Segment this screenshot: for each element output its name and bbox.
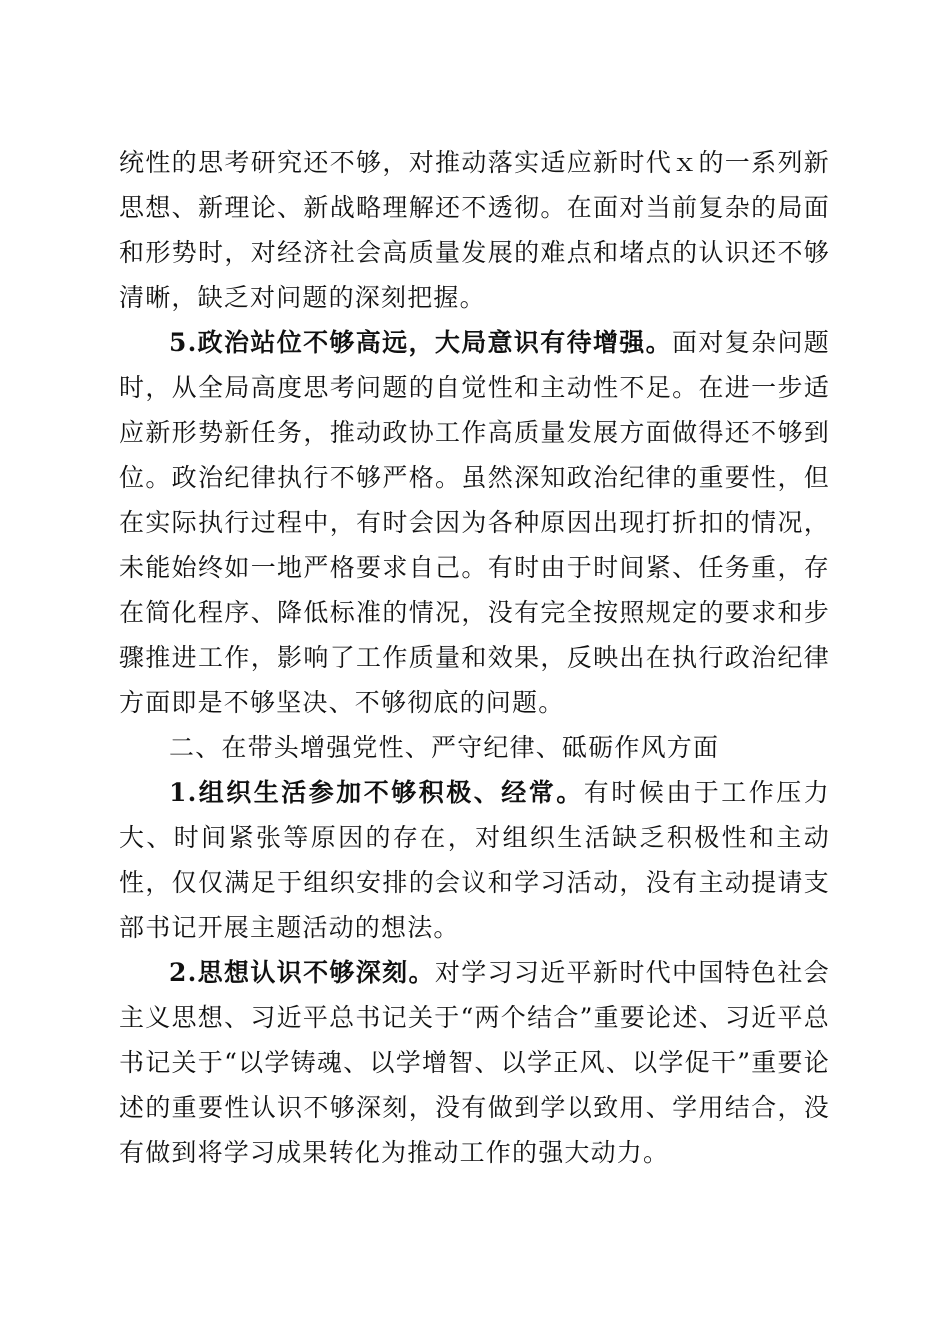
- paragraph-text: 面对复杂问题时，从全局高度思考问题的自觉性和主动性不足。在进一步适应新形势新任务，推动政协工作高质量发展方面做得还不够到位。政治纪律执行不够严格。虽然深知政治纪律的重要性，但在实际执行过程中，有时会因为各种原因出现打折扣的情况，未能始终如一地严格要求自己。有时由于时间紧、任务重，存在简化程序、降低标准的情况，没有完全按照规定的要求和步骤推进工作，影响了工作质量和效果，反映出在执行政治纪律方面即是不够坚决、不够彻底的问题。: [119, 328, 831, 717]
- item-5-heading: 5.政治站位不够高远，大局意识有待增强。: [169, 328, 673, 357]
- paragraph-text: 对学习习近平新时代中国特色社会主义思想、习近平总书记关于“两个结合”重要论述、习近平总书记关于“以学铸魂、以学增智、以学正风、以学促干”重要论述的重要性认识不够深刻，没有做到学以致用、学用结合，没有做到将学习成果转化为推动工作的强大动力。: [119, 958, 830, 1167]
- item-2-paragraph: [119, 950, 830, 1175]
- item-2-heading: 2.思想认识不够深刻。: [169, 958, 435, 987]
- item-1-paragraph: [119, 770, 830, 950]
- document-body: [119, 140, 830, 1175]
- paragraph-text: 统性的思考研究还不够，对推动落实适应新时代ｘ的一系列新思想、新理论、新战略理解还不透彻。在面对当前复杂的局面和形势时，对经济社会高质量发展的难点和堵点的认识还不够清晰，缺乏对问题的深刻把握。: [119, 148, 830, 312]
- item-1-heading: 1.组织生活参加不够积极、经常。: [169, 778, 584, 807]
- paragraph-text: 有时候由于工作压力大、时间紧张等原因的存在，对组织生活缺乏积极性和主动性，仅仅满足于组织安排的会议和学习活动，没有主动提请支部书记开展主题活动的想法。: [119, 778, 830, 942]
- continuation-paragraph: [119, 140, 830, 320]
- section-heading-text: 二、在带头增强党性、严守纪律、砥砺作风方面: [169, 733, 720, 762]
- item-5-paragraph: [119, 320, 830, 725]
- section-heading: [119, 725, 830, 770]
